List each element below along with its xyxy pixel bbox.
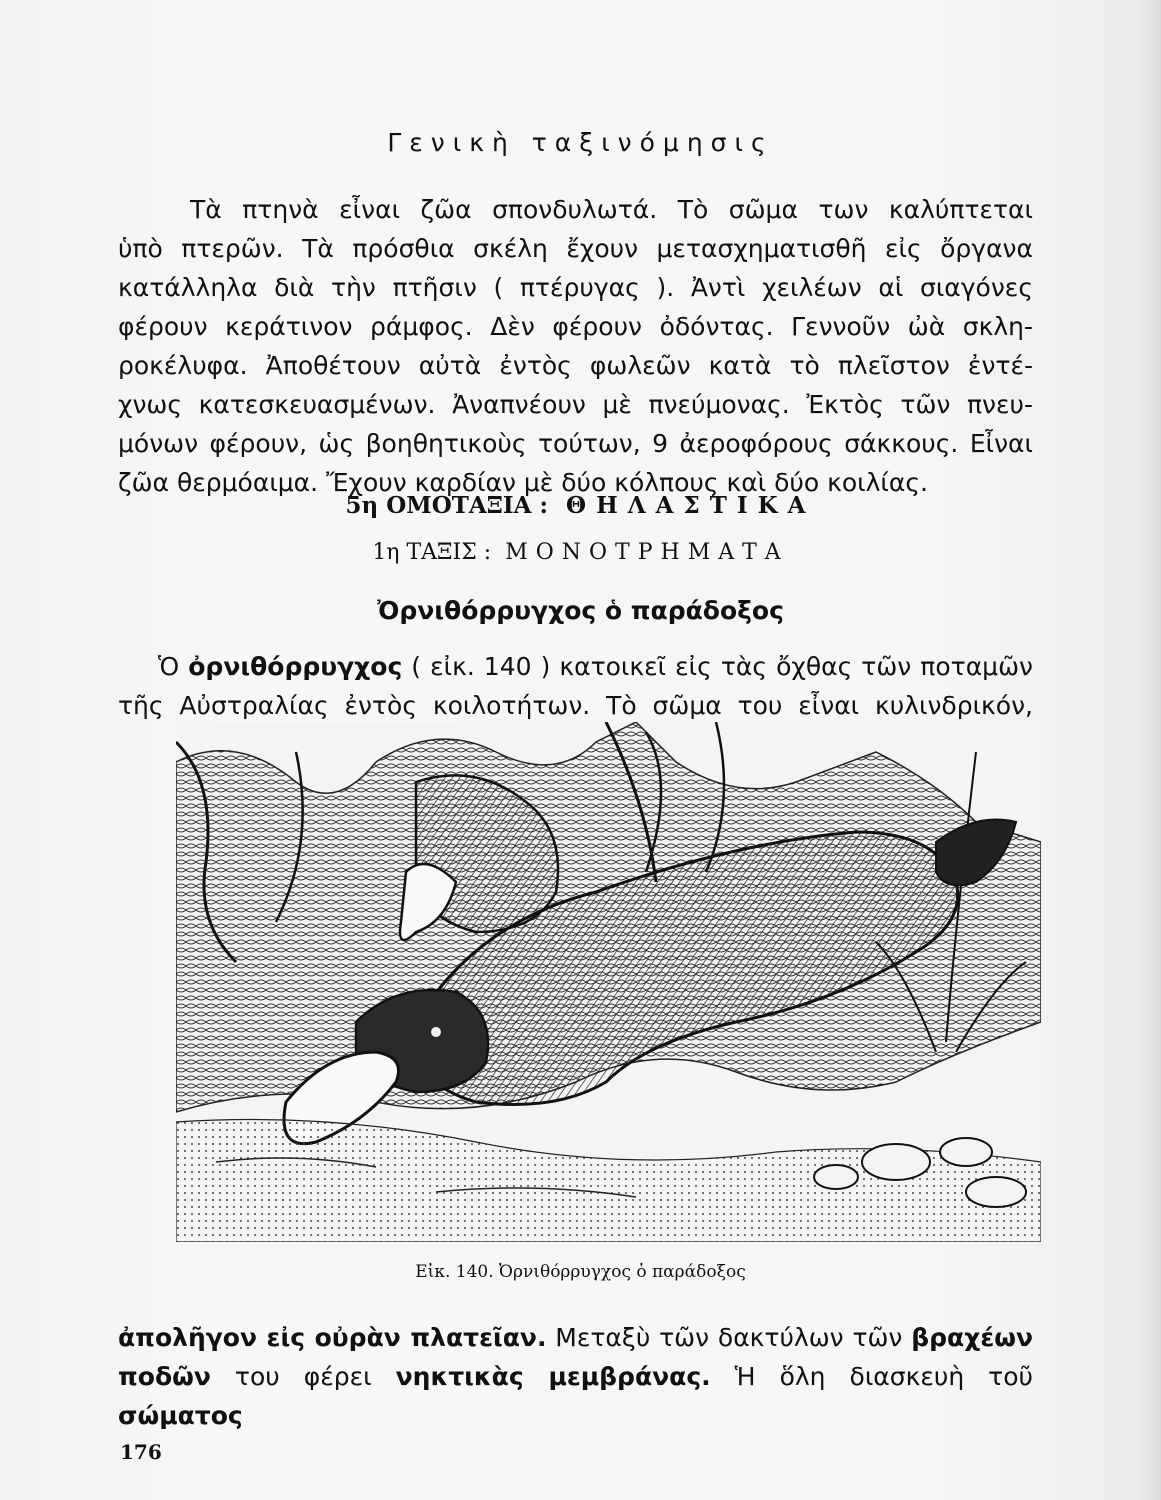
text-line: Τὰ πτηνὰ εἶναι ζῶα σπονδυλωτά. Τὸ σῶμα των καλύπτεται <box>190 195 1033 224</box>
text-line: μόνων φέρουν, ὡς βοηθητικοὺς τούτων, 9 ἀεροφόρους σάκκους. Εἶναι <box>118 429 1033 458</box>
text-line: τῆς Αὐστραλίας ἐντὸς κοιλοτήτων. Τὸ σῶμα του εἶναι κυλινδρικόν, <box>118 691 1033 720</box>
class-heading <box>0 492 1161 519</box>
species-heading: Ὀρνιθόρρυγχος ὁ παράδοξος <box>377 596 784 625</box>
text-run-bold: σώματος <box>118 1401 243 1430</box>
page-number: 176 <box>120 1440 162 1464</box>
order-heading <box>0 540 1161 565</box>
figure-caption: Εἰκ. 140. Ὀρνιθόρρυγχος ὁ παράδοξος <box>415 1262 746 1282</box>
text-line: ζῶα θερμόαιμα. Ἔχουν καρδίαν μὲ δύο κόλπους καὶ δύο κοιλίας. <box>118 468 928 497</box>
paragraph-platypus <box>118 647 1033 725</box>
text-run-bold: νηκτικὰς μεμβράνας. <box>395 1362 711 1391</box>
platypus-illustration <box>176 722 1041 1242</box>
text-run: ( εἰκ. 140 ) κατοικεῖ εἰς τὰς ὄχθας τῶν ποταμῶν <box>402 652 1033 681</box>
term-platypus: ὀρνιθόρρυγχος <box>188 652 403 681</box>
order-heading-prefix: 1η ΤΑΞΙΣ : <box>372 540 492 565</box>
text-run: του φέρει <box>210 1362 396 1391</box>
text-run-bold: βραχέων <box>911 1323 1033 1352</box>
text-run-bold: ποδῶν <box>118 1362 211 1391</box>
paragraph-birds <box>118 190 1033 502</box>
text-line <box>118 647 1033 686</box>
text-run-bold: ἀπολῆγον εἰς οὐρὰν πλατεῖαν. <box>118 1323 547 1352</box>
text-line: χνως κατεσκευασμένων. Ἀναπνέουν μὲ πνεύμονας. Ἐκτὸς τῶν πνευ- <box>118 390 1033 419</box>
text-run: Ὁ <box>158 652 189 681</box>
text-line: ροκέλυφα. Ἀποθέτουν αὐτὰ ἐντὸς φωλεῶν κατὰ τὸ πλεῖστον ἐντέ- <box>118 351 1033 380</box>
text-line: ὑπὸ πτερῶν. Τὰ πρόσθια σκέλη ἔχουν μετασχηματισθῆ εἰς ὄργανα <box>118 234 1033 263</box>
text-line: κατάλληλα διὰ τὴν πτῆσιν ( πτέρυγας ). Ἀντὶ χειλέων αἱ σιαγόνες <box>118 273 1033 302</box>
text-run: Ἡ ὅλη διασκευὴ τοῦ <box>710 1362 1033 1391</box>
class-heading-name: ΘΗΛΑΣΤΙΚΑ <box>566 492 816 519</box>
order-heading-name: ΜΟΝΟΤΡΗΜΑΤΑ <box>505 540 789 565</box>
text-line: φέρουν κεράτινον ράμφος. Δὲν φέρουν ὀδόντας. Γεννοῦν ὠὰ σκλη- <box>118 312 1033 341</box>
class-heading-prefix: 5η ΟΜΟΤΑΞΙΑ : <box>345 492 549 519</box>
text-line <box>118 1318 1033 1357</box>
section-title: Γενικὴ ταξινόμησις <box>387 128 774 157</box>
text-run: Μεταξὺ τῶν δακτύλων τῶν <box>546 1323 912 1352</box>
text-line <box>118 1357 1033 1435</box>
paragraph-continuation <box>118 1318 1033 1435</box>
